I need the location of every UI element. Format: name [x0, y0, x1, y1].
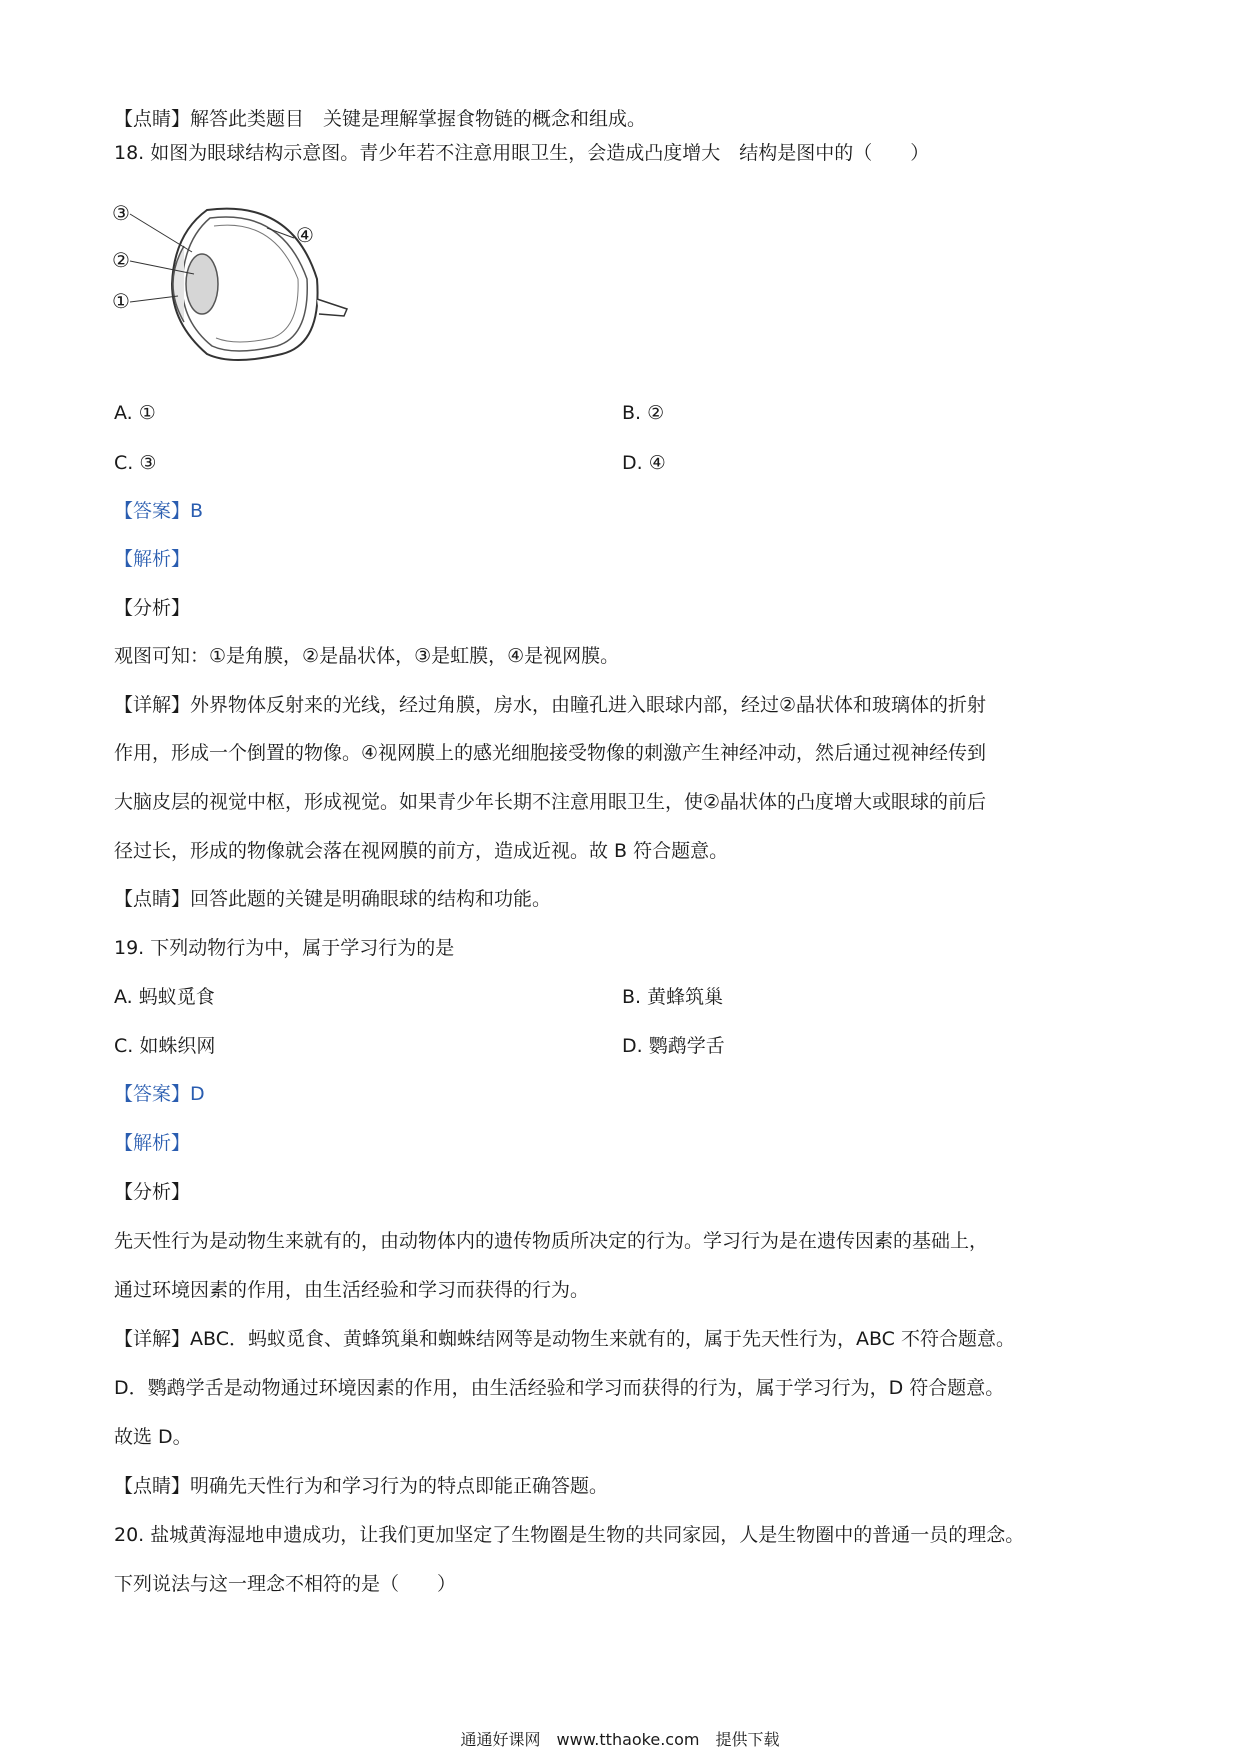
answer-label: 【答案】D [114, 1083, 205, 1105]
option-c: C. 如蛛织网 [114, 1035, 216, 1057]
answer-label: 【答案】B [114, 500, 204, 522]
detail-text: 【详解】ABC．蚂蚁觅食、黄蜂筑巢和蜘蛛结网等是动物生来就有的，属于先天性行为，ABC 不符合题意。 [114, 1328, 1015, 1350]
question-19: 19. 下列动物行为中，属于学习行为的是 [114, 937, 455, 959]
detail-text: 径过长，形成的物像就会落在视网膜的前方，造成近视。故 B 符合题意。 [114, 840, 729, 862]
question-20: 下列说法与这一理念不相符的是（ ） [114, 1573, 457, 1595]
cornea [173, 246, 184, 322]
jiexi-label: 【解析】 [114, 548, 191, 570]
label-1: ① [112, 289, 130, 313]
analysis-text: 通过环境因素的作用，由生活经验和学习而获得的行为。 [114, 1279, 590, 1301]
detail-text: 故选 D。 [114, 1426, 192, 1448]
footer-watermark: 通通好课网 www.tthaoke.com 提供下载 [460, 1730, 780, 1749]
lens [186, 254, 218, 314]
eyeball-diagram [112, 204, 352, 374]
option-a: A. ① [114, 402, 156, 424]
label-2: ② [112, 248, 130, 272]
fenxi-label: 【分析】 [114, 1181, 191, 1203]
dianjing-text: 【点睛】明确先天性行为和学习行为的特点即能正确答题。 [114, 1475, 609, 1497]
option-b: B. 黄蜂筑巢 [622, 986, 724, 1008]
fenxi-label: 【分析】 [114, 597, 191, 619]
option-b: B. ② [622, 402, 665, 424]
dianjing-text: 【点睛】回答此题的关键是明确眼球的结构和功能。 [114, 888, 552, 910]
detail-text: 作用，形成一个倒置的物像。④视网膜上的感光细胞接受物像的刺激产生神经冲动，然后通过视神经传到 [114, 742, 987, 764]
option-a: A. 蚂蚁觅食 [114, 986, 215, 1008]
question-18: 18. 如图为眼球结构示意图。青少年若不注意用眼卫生，会造成凸度增大 结构是图中的（ ） [114, 142, 930, 164]
option-d: D. ④ [622, 452, 666, 474]
detail-text: D．鹦鹉学舌是动物通过环境因素的作用，由生活经验和学习而获得的行为，属于学习行为，D 符合题意。 [114, 1377, 1005, 1399]
option-c: C. ③ [114, 452, 157, 474]
option-d: D. 鹦鹉学舌 [622, 1035, 725, 1057]
detail-text: 【详解】外界物体反射来的光线，经过角膜，房水，由瞳孔进入眼球内部，经过②晶状体和玻璃体的折射 [114, 694, 987, 716]
detail-text: 大脑皮层的视觉中枢，形成视觉。如果青少年长期不注意用眼卫生，使②晶状体的凸度增大或眼球的前后 [114, 791, 987, 813]
analysis-text: 先天性行为是动物生来就有的，由动物体内的遗传物质所决定的行为。学习行为是在遗传因素的基础上， [114, 1230, 989, 1252]
jiexi-label: 【解析】 [114, 1132, 191, 1154]
question-20: 20. 盐城黄海湿地申遗成功，让我们更加坚定了生物圈是生物的共同家园，人是生物圈中的普通一员的理念。 [114, 1524, 1025, 1546]
label-4: ④ [296, 223, 314, 247]
analysis-text: 观图可知：①是角膜，②是晶状体，③是虹膜，④是视网膜。 [114, 645, 620, 667]
label-3: ③ [112, 204, 130, 225]
text-line: 【点睛】解答此类题目 关键是理解掌握食物链的概念和组成。 [114, 108, 647, 130]
